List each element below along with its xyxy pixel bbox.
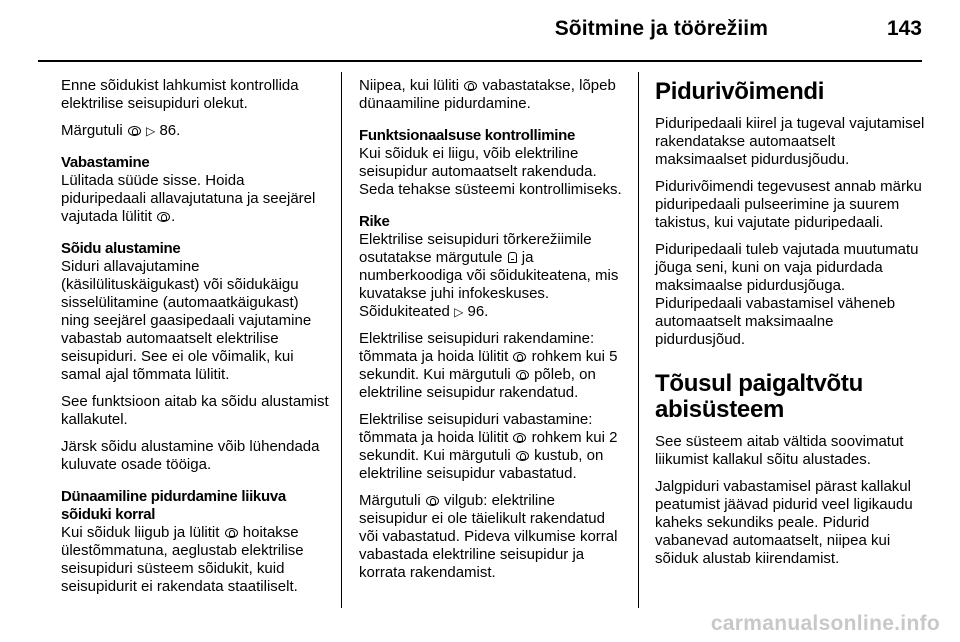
paragraph: Piduripedaali kiirel ja tugeval vajutamisel rakendatakse automaatselt maksimaalset pidurdusjõudu. [655, 115, 925, 168]
parking-brake-icon [128, 126, 141, 136]
parking-brake-icon [464, 81, 477, 91]
text: . [171, 208, 176, 225]
parking-brake-icon [157, 212, 170, 222]
parking-brake-icon [426, 496, 439, 506]
column-1 [61, 77, 331, 605]
page-ref-arrow-icon: ▷ [454, 305, 464, 319]
paragraph: Pidurivõimendi tegevusest annab märku piduripedaali pulseerimine ja suurem takistus, kui vajutate piduripedaali. [655, 178, 922, 231]
text: rohkem kui 5 sekundit. Kui märgutuli [359, 348, 618, 383]
section-heading: Vabastamine [61, 154, 150, 171]
text: kustub, on elektriline seisupidur vabastatud. [359, 447, 604, 482]
text: Niipea, kui lüliti [359, 77, 460, 94]
text: Elektrilise seisupiduri tõrkerežiimile osutatakse märgutule [359, 231, 592, 266]
paragraph [359, 77, 625, 113]
text: vilgub: elektriline seisupidur ei ole täielikult rakendatud või vabastatud. Pideva vilkumise korral vabastada elektriline seisupidur ja korrata rakendamist. [359, 492, 618, 581]
parking-brake-icon [516, 451, 529, 461]
paragraph: See funktsioon aitab ka sõidu alustamist kallakutel. [61, 393, 329, 428]
page-reference[interactable]: 86. [159, 122, 181, 139]
paragraph: Järsk sõidu alustamine võib lühendada kuluvate osade tööiga. [61, 438, 320, 473]
page-ref-arrow-icon: ▷ [146, 124, 156, 138]
column-2 [359, 77, 625, 591]
text: hoitakse ülestõmmatuna, aeglustab elektrilise seisupiduri süsteem sõidukit, kuid seisupidurit ei rakendata staatiliselt. [61, 524, 304, 595]
paragraph [359, 330, 625, 402]
brake-warning-icon [508, 252, 517, 263]
page-title: Sõitmine ja töörežiim [554, 17, 768, 40]
section-heading: Dünaamiline pidurdamine liikuva sõiduki korral [61, 488, 286, 523]
page-reference[interactable]: 96. [467, 303, 489, 320]
paragraph: Jalgpiduri vabastamisel pärast kallakul peatumist jäävad pidurid veel ligikaudu kaheks sekundiks peale. Pidurid vabanevad automaatselt, niipea kui sõiduk alustab kiirendamist. [655, 478, 913, 567]
paragraph [61, 122, 331, 140]
section-title: Tõusul paigaltvõtu abisüsteem [655, 370, 863, 423]
parking-brake-icon [516, 370, 529, 380]
text: vabastatakse, lõpeb dünaamiline pidurdamine. [359, 77, 616, 112]
column-divider [638, 72, 639, 608]
section-title: Pidurivõimendi [655, 78, 825, 105]
text: Siduri allavajutamine (käsilülituskäigukast) või sõidukäigu sisselülitamine (automaatkäigukast) ning seejärel gaasipedaali vajutamine vabastab automaatselt elektrilise seisupiduri. See ei ole võimalik, kui samal ajal tõmmata lülitit. [61, 258, 312, 383]
text: ja numberkoodiga või sõidukiteatena, mis kuvatakse juhi infokeskuses. Sõidukiteated [359, 249, 619, 320]
section-heading: Sõidu alustamine [61, 240, 181, 257]
text: Elektrilise seisupiduri vabastamine: tõmmata ja hoida lülitit [359, 411, 593, 446]
page-number: 143 [886, 17, 922, 40]
paragraph [359, 411, 625, 483]
section [359, 213, 625, 321]
column-divider [341, 72, 342, 608]
section [61, 488, 331, 596]
parking-brake-icon [225, 528, 238, 538]
header-divider [38, 60, 922, 62]
paragraph: Piduripedaali tuleb vajutada muutumatu jõuga seni, kuni on vaja pidurdada maksimaalse pidurdusjõuga. Piduripedaali vabastamisel väheneb automaatselt maksimaalne pidurdusjõud. [655, 241, 919, 348]
text: Märgutuli [61, 122, 123, 139]
parking-brake-icon [513, 352, 526, 362]
paragraph [359, 492, 625, 582]
column-3 [655, 77, 925, 577]
text: Kui sõiduk ei liigu, võib elektriline seisupidur automaatselt rakenduda. Seda tehakse süsteemi kontrollimiseks. [359, 145, 622, 198]
text: põleb, on elektriline seisupidur rakendatud. [359, 366, 596, 401]
section-heading: Rike [359, 213, 390, 230]
section [61, 154, 331, 226]
text: Elektrilise seisupiduri rakendamine: tõmmata ja hoida lülitit [359, 330, 595, 365]
section [61, 240, 331, 384]
text: Kui sõiduk liigub ja lülitit [61, 524, 220, 541]
section [359, 127, 625, 199]
text: Märgutuli [359, 492, 421, 509]
paragraph: See süsteem aitab vältida soovimatut liikumist kallakul sõitu alustades. [655, 433, 904, 468]
parking-brake-icon [513, 433, 526, 443]
text: Lülitada süüde sisse. Hoida piduripedaali allavajutatuna ja seejärel vajutada lülitit [61, 172, 316, 225]
text: rohkem kui 2 sekundit. Kui märgutuli [359, 429, 618, 464]
section-heading: Funktsionaalsuse kontrollimine [359, 127, 576, 144]
watermark: carmanualsonline.info [710, 612, 940, 635]
paragraph: Enne sõidukist lahkumist kontrollida elektrilise seisupiduri olekut. [61, 77, 299, 112]
